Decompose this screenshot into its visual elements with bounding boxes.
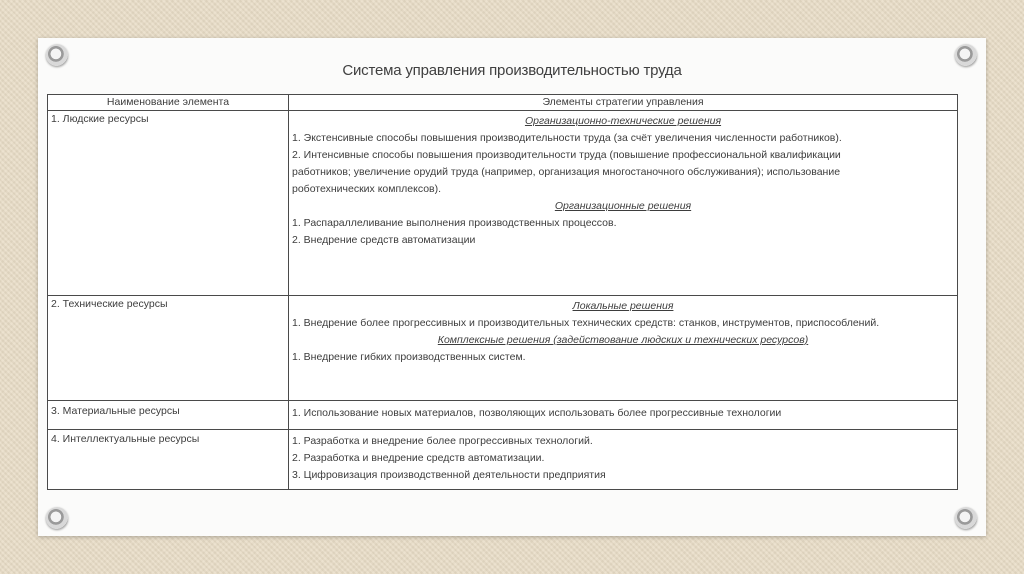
slide-title: Система управления производительностью труда <box>342 62 682 79</box>
list-item: 1. Разработка и внедрение более прогрессивных технологий. <box>292 435 593 447</box>
row-content <box>289 111 958 296</box>
list-item: 2. Интенсивные способы повышения производительности труда (повышение профессиональной квалификации <box>292 149 841 161</box>
table-header-row <box>48 95 958 111</box>
table-row <box>48 111 958 296</box>
list-item: роботехнических комплексов). <box>292 183 442 195</box>
header-strategy-elements: Элементы стратегии управления <box>289 95 958 111</box>
list-item: 3. Цифровизация производственной деятельности предприятия <box>292 469 606 481</box>
list-item: 1. Внедрение гибких производственных систем. <box>292 351 526 363</box>
table-row <box>48 430 958 490</box>
list-item: 2. Разработка и внедрение средств автоматизации. <box>292 452 545 464</box>
list-item: 1. Внедрение более прогрессивных и производительных технических средств: станков, инструментов, приспособлений. <box>292 317 880 329</box>
subsection-title: Организационно-технические решения <box>524 115 722 127</box>
row-name: 4. Интеллектуальные ресурсы <box>48 430 289 490</box>
row-content <box>289 401 958 430</box>
table-row <box>48 296 958 401</box>
pin-icon <box>46 507 68 529</box>
subsection-title: Организационные решения <box>554 200 692 212</box>
table-row <box>48 401 958 430</box>
row-content <box>289 430 958 490</box>
list-item: работников; увеличение орудий труда (например, организация многостаночного обслуживания); использование <box>292 166 841 178</box>
subsection-title: Локальные решения <box>572 300 674 312</box>
header-element-name: Наименование элемента <box>48 95 289 111</box>
pin-icon <box>955 507 977 529</box>
list-item: 1. Распараллеливание выполнения производственных процессов. <box>292 217 617 229</box>
row-name: 1. Людские ресурсы <box>48 111 289 296</box>
subsection-title: Комплексные решения (задействование людских и технических ресурсов) <box>437 334 809 346</box>
list-item: 1. Использование новых материалов, позволяющих использовать более прогрессивные технологии <box>292 407 782 419</box>
list-item: 1. Экстенсивные способы повышения производительности труда (за счёт увеличения численности работников). <box>292 132 842 144</box>
strategy-table <box>47 94 958 490</box>
row-name: 2. Технические ресурсы <box>48 296 289 401</box>
list-item: 2. Внедрение средств автоматизации <box>292 234 476 246</box>
row-content <box>289 296 958 401</box>
row-name: 3. Материальные ресурсы <box>48 401 289 430</box>
